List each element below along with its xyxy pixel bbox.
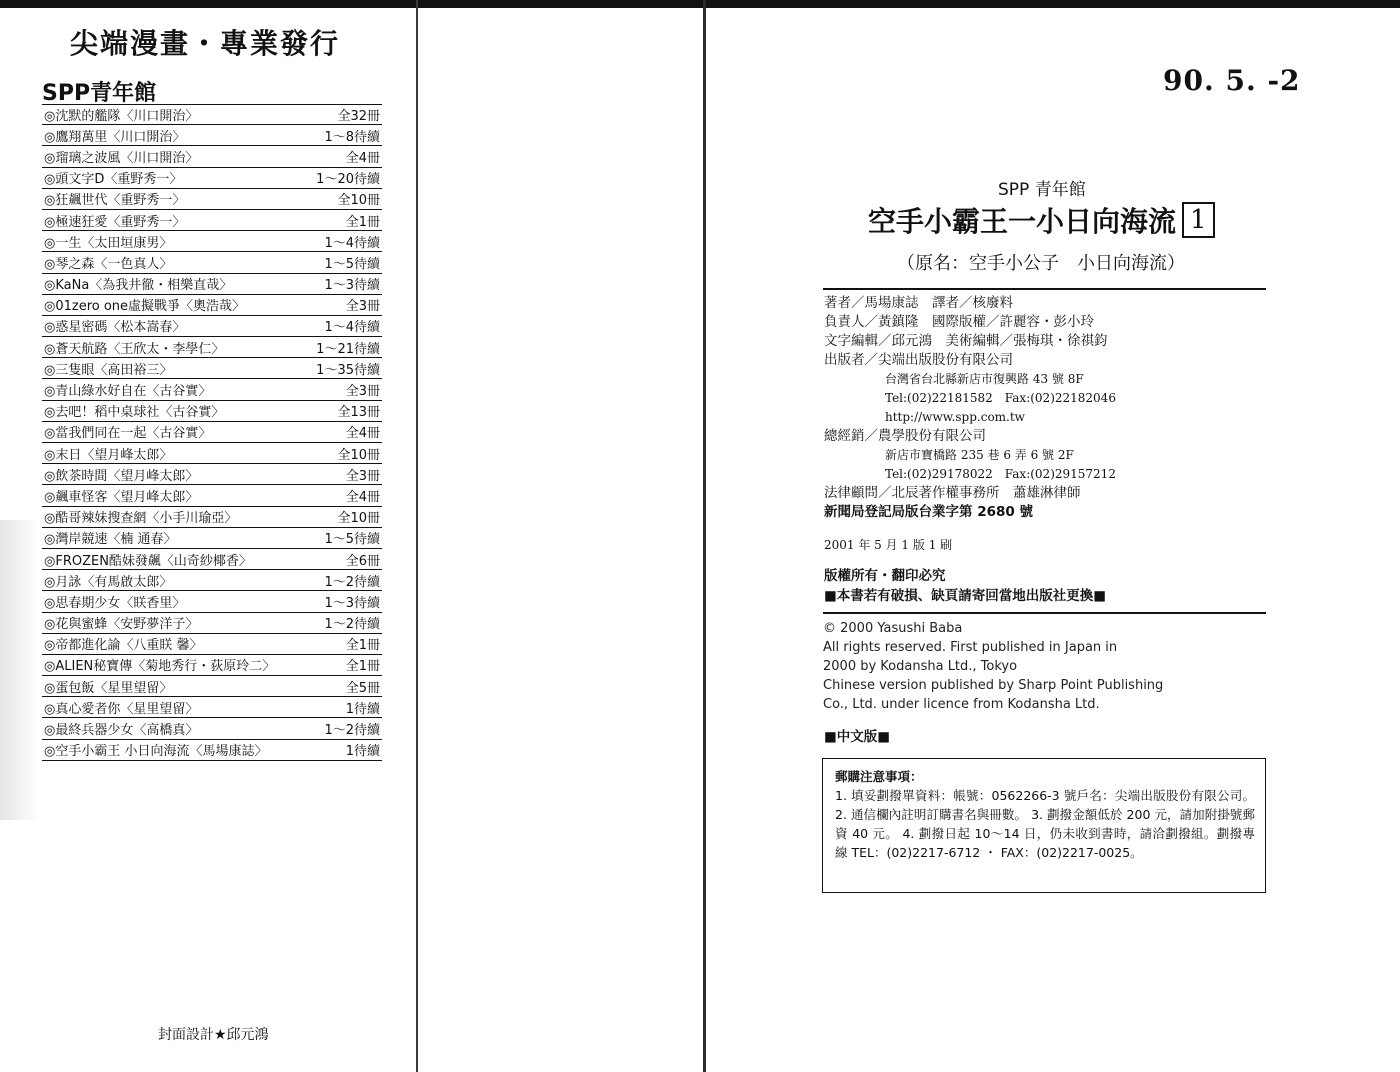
publisher-website: http://www.spp.com.tw <box>885 410 1025 424</box>
credit-editors: 文字編輯／邱元鴻 美術編輯／張梅琪・徐祺鈞 <box>824 333 1108 349</box>
book-list-title: ◎思春期少女〈眹香里〉 <box>44 595 186 611</box>
copyright-line: 2000 by Kodansha Ltd., Tokyo <box>823 659 1018 674</box>
book-list-title: ◎灣岸競速〈楠 通春〉 <box>44 532 177 548</box>
book-list-volumes: 全10冊 <box>337 447 380 463</box>
copyright-block <box>823 619 1163 714</box>
page-gutter <box>703 0 706 1072</box>
book-list-title: ◎花與蜜蜂〈安野夢洋子〉 <box>44 617 199 633</box>
book-list-item <box>42 316 382 337</box>
book-list-volumes: 1～5待續 <box>324 532 380 548</box>
publisher-phone: Tel:(02)22181582 Fax:(02)22182046 <box>885 391 1116 405</box>
book-list-item <box>42 443 382 464</box>
book-list-title: ◎KaNa〈為我井徹・相樂直哉〉 <box>44 278 233 294</box>
book-list-item <box>42 379 382 400</box>
book-list-title: ◎狂飆世代〈重野秀一〉 <box>44 193 186 209</box>
book-list-item <box>42 189 382 210</box>
book-list-item <box>42 697 382 718</box>
book-list-title: ◎沈默的艦隊〈川口開治〉 <box>44 109 199 125</box>
book-list <box>42 104 382 761</box>
book-list-volumes: 1～8待續 <box>324 129 380 145</box>
book-list-volumes: 1～2待續 <box>324 574 380 590</box>
book-list-title: ◎去吧！稻中桌球社〈古谷實〉 <box>44 405 225 421</box>
book-list-volumes: 1～35待續 <box>316 362 380 378</box>
book-list-volumes: 全1冊 <box>345 659 380 675</box>
book-list-volumes: 1～21待續 <box>316 341 380 357</box>
book-list-item <box>42 274 382 295</box>
book-list-item <box>42 634 382 655</box>
book-list-item <box>42 655 382 676</box>
rights-block <box>824 566 1106 606</box>
book-list-item <box>42 528 382 549</box>
book-list-item <box>42 401 382 422</box>
book-list-title: ◎飆車怪客〈望月峰太郎〉 <box>44 489 199 505</box>
book-list-volumes: 全32冊 <box>337 109 380 125</box>
page-edge-left <box>416 0 418 1072</box>
book-list-title: ◎末日〈望月峰太郎〉 <box>44 447 173 463</box>
book-list-item <box>42 295 382 316</box>
book-list-title: ◎飲茶時間〈望月峰太郎〉 <box>44 468 199 484</box>
book-list-item <box>42 337 382 358</box>
book-list-item <box>42 740 382 761</box>
book-list-item <box>42 676 382 697</box>
book-list-item <box>42 422 382 443</box>
credit-publisher-head: 負責人／黃鎮隆 國際版權／許麗容・彭小玲 <box>824 314 1094 330</box>
book-list-volumes: 1～2待續 <box>324 617 380 633</box>
scan-top-edge <box>0 0 1400 8</box>
book-list-title: ◎空手小霸王 小日向海流〈馬場康誌〉 <box>44 744 268 760</box>
book-list-item <box>42 125 382 146</box>
book-list-volumes: 1～2待續 <box>324 723 380 739</box>
book-list-title: ◎蒼天航路〈王欣太・李學仁〉 <box>44 341 225 357</box>
book-list-volumes: 1～20待續 <box>316 172 380 188</box>
copyright-line: © 2000 Yasushi Baba <box>823 621 963 636</box>
book-list-title: ◎頭文字D〈重野秀一〉 <box>44 172 183 188</box>
book-list-volumes: 1～3待續 <box>324 595 380 611</box>
book-list-volumes: 全5冊 <box>345 680 380 696</box>
book-list-volumes: 全3冊 <box>345 384 380 400</box>
book-list-volumes: 全13冊 <box>337 405 380 421</box>
book-list-item <box>42 464 382 485</box>
book-list-title: ◎琴之森〈一色真人〉 <box>44 256 173 272</box>
book-list-title: ◎真心愛者你〈星里望留〉 <box>44 701 199 717</box>
publisher-header: 尖端漫畫・專業發行 <box>70 27 341 60</box>
book-list-item <box>42 613 382 634</box>
book-list-title: ◎青山綠水好自在〈古谷實〉 <box>44 384 212 400</box>
book-list-item <box>42 210 382 231</box>
book-list-volumes: 1～5待續 <box>324 256 380 272</box>
credit-legal: 法律顧問／北辰著作權事務所 蕭雄淋律師 <box>824 485 1081 501</box>
credit-author-translator: 著者／馬場康誌 譯者／核廢料 <box>824 295 1013 311</box>
distributor-address: 新店市寶橋路 235 巷 6 弄 6 號 2F <box>885 448 1074 462</box>
book-list-item <box>42 168 382 189</box>
volume-number: 1 <box>1182 202 1215 238</box>
book-list-volumes: 1～4待續 <box>324 235 380 251</box>
book-list-volumes: 全4冊 <box>345 489 380 505</box>
rights-reserved: 版權所有・翻印必究 <box>824 568 946 584</box>
book-list-volumes: 全3冊 <box>345 468 380 484</box>
book-list-volumes: 全1冊 <box>345 214 380 230</box>
book-list-volumes: 1～4待續 <box>324 320 380 336</box>
book-list-item <box>42 718 382 739</box>
book-list-title: ◎瑠璃之波風〈川口開治〉 <box>44 150 199 166</box>
book-list-item <box>42 549 382 570</box>
credit-registration: 新聞局登記局版台業字第 2680 號 <box>824 504 1033 520</box>
book-list-title: ◎極速狂愛〈重野秀一〉 <box>44 214 186 230</box>
print-date: 2001 年 5 月 1 版 1 刷 <box>824 538 953 552</box>
credit-distributor: 總經銷／農學股份有限公司 <box>824 428 986 444</box>
book-list-item <box>42 570 382 591</box>
mail-order-notice <box>822 758 1266 893</box>
book-list-title: ◎ALIEN秘寶傳〈菊地秀行・荻原玲二〉 <box>44 659 276 675</box>
book-list-volumes: 1～3待續 <box>324 278 380 294</box>
rights-return-notice: ■本書若有破損、缺頁請寄回當地出版社更換■ <box>824 588 1107 604</box>
credit-publisher: 出版者／尖端出版股份有限公司 <box>824 352 1013 368</box>
book-list-item <box>42 507 382 528</box>
book-list-volumes: 1待續 <box>345 744 380 760</box>
book-list-item <box>42 231 382 252</box>
original-title: （原名：空手小公子 小日向海流） <box>897 253 1185 274</box>
series-title: SPP青年館 <box>42 81 157 106</box>
copyright-line: All rights reserved. First published in Japan in <box>823 640 1118 655</box>
chinese-edition-label: ■中文版■ <box>824 729 891 745</box>
book-list-volumes: 全10冊 <box>337 511 380 527</box>
credits-block <box>824 294 1116 522</box>
book-list-title: ◎FROZEN酷妹發飆〈山奇紗椰香〉 <box>44 553 252 569</box>
book-list-title: ◎蛋包飯〈星里望留〉 <box>44 680 173 696</box>
book-list-volumes: 全4冊 <box>345 150 380 166</box>
book-list-item <box>42 485 382 506</box>
book-list-volumes: 全3冊 <box>345 299 380 315</box>
book-list-volumes: 全1冊 <box>345 638 380 654</box>
copyright-line: Co., Ltd. under licence from Kodansha Ltd. <box>823 697 1100 712</box>
divider <box>823 288 1266 290</box>
book-list-title: ◎01zero one虛擬戰爭〈奧浩哉〉 <box>44 299 246 315</box>
imprint-series: SPP 青年館 <box>998 180 1086 200</box>
book-list-volumes: 全10冊 <box>337 193 380 209</box>
notice-body: 1. 填妥劃撥單資料：帳號：0562266-3 號戶名：尖端出版股份有限公司。 2. 通信欄內註明訂購書名與冊數。 3. 劃撥金額低於 200 元，請加附掛號郵資 40 元。 4. 劃撥日起 10～14 日，仍未收到書時，請洽劃撥組。劃撥專線 TEL：(02)2217-6712 ・ FAX：(02)2217-0025。 <box>835 788 1255 860</box>
book-title-text: 空手小霸王一小日向海流 <box>868 205 1177 238</box>
book-list-item <box>42 104 382 125</box>
book-title <box>868 200 1215 240</box>
book-list-title: ◎當我們同在一起〈古谷實〉 <box>44 426 212 442</box>
book-list-volumes: 全4冊 <box>345 426 380 442</box>
book-list-title: ◎月詠〈有馬啟太郎〉 <box>44 574 173 590</box>
book-list-volumes: 全6冊 <box>345 553 380 569</box>
cover-design-credit: 封面設計★邱元鴻 <box>158 1027 269 1043</box>
book-list-item <box>42 146 382 167</box>
distributor-phone: Tel:(02)29178022 Fax:(02)29157212 <box>885 467 1116 481</box>
publisher-address: 台灣省台北縣新店市復興路 43 號 8F <box>885 372 1084 386</box>
book-list-item <box>42 252 382 273</box>
notice-title: 郵購注意事項： <box>835 769 923 784</box>
book-list-item <box>42 358 382 379</box>
book-list-title: ◎鷹翔萬里〈川口開治〉 <box>44 129 186 145</box>
book-list-title: ◎一生〈太田垣康男〉 <box>44 235 173 251</box>
copyright-line: Chinese version published by Sharp Point Publishing <box>823 678 1164 693</box>
book-list-item <box>42 591 382 612</box>
scan-shadow <box>0 520 40 820</box>
book-list-title: ◎酷哥辣妹搜查網〈小手川瑜亞〉 <box>44 511 238 527</box>
book-list-title: ◎帝都進化論〈八重眹 馨〉 <box>44 638 203 654</box>
book-list-title: ◎三隻眼〈高田裕三〉 <box>44 362 173 378</box>
book-list-title: ◎最終兵器少女〈高橋真〉 <box>44 723 199 739</box>
book-list-title: ◎惑星密碼〈松本嵩春〉 <box>44 320 186 336</box>
stamp-date: 90. 5. -2 <box>1163 64 1301 97</box>
divider <box>823 612 1266 614</box>
book-list-volumes: 1待續 <box>345 701 380 717</box>
